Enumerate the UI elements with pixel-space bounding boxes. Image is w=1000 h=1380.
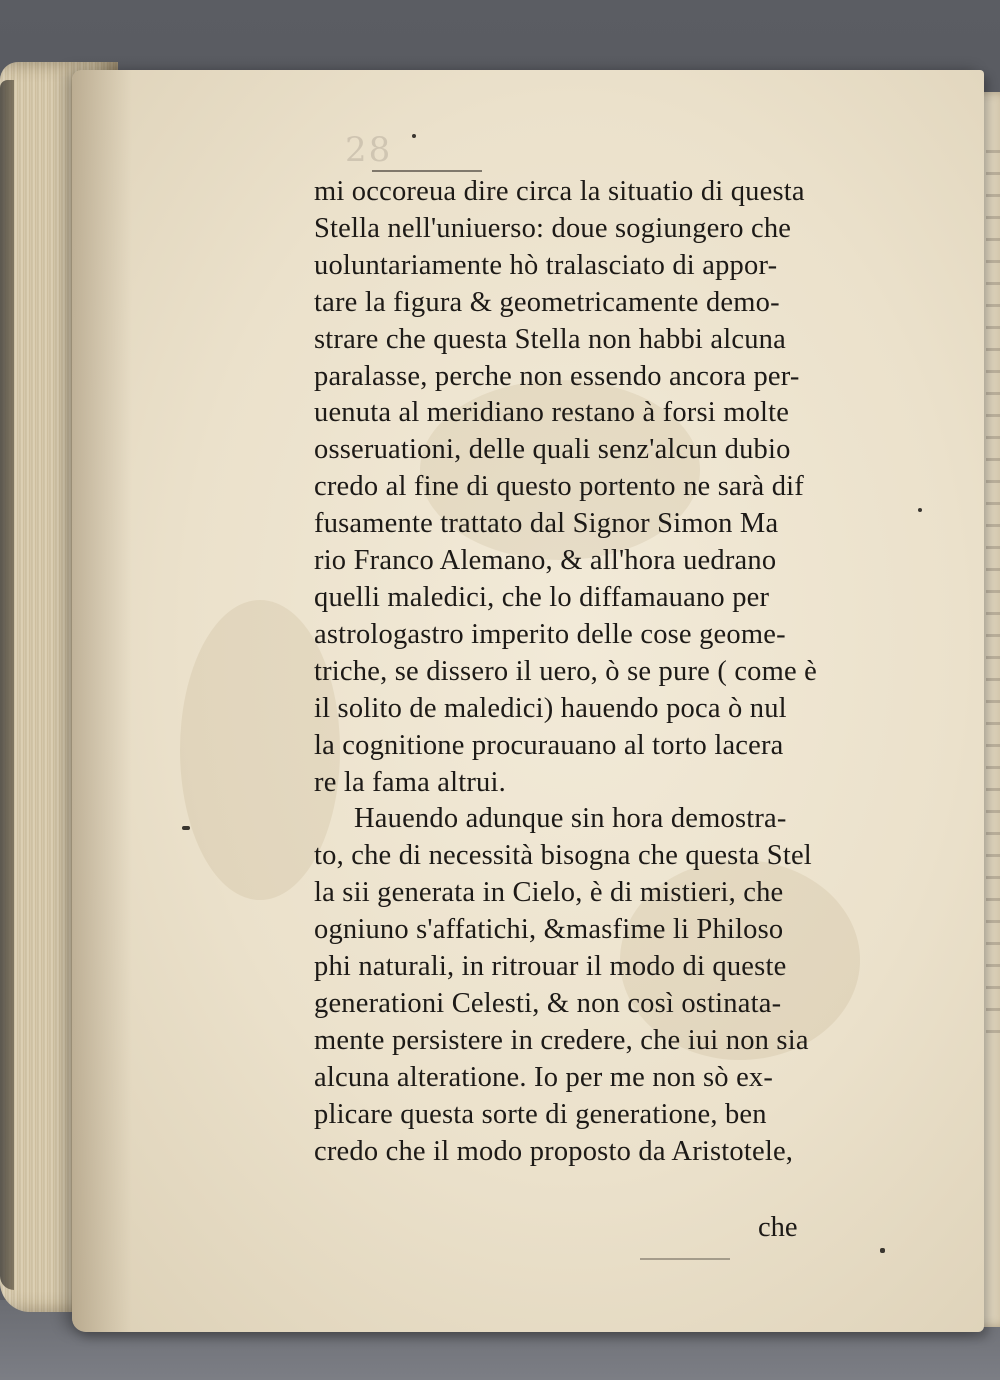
text-line: credo che il modo proposto da Aristotele, — [314, 1135, 794, 1167]
text-line: plicare questa sorte di generatione, ben — [314, 1098, 767, 1130]
text-line: strare che questa Stella non habbi alcuna — [314, 323, 786, 355]
text-line: Stella nell'uniuerso: doue sogiungero che — [314, 212, 792, 244]
text-line: mi occoreua dire circa la situatio di questa — [314, 176, 805, 207]
text-line: tare la figura & geometricamente demo- — [314, 286, 780, 318]
book-cover-edge — [0, 80, 14, 1290]
text-line: rio Franco Alemano, & all'hora uedrano — [314, 545, 777, 577]
page-text — [314, 174, 914, 1170]
text-line: triche, se dissero il uero, ò se pure ( come è — [314, 655, 818, 687]
ink-speck — [182, 826, 190, 830]
text-line: il solito de maledici) hauendo poca ò nul — [314, 692, 787, 724]
text-line: uenuta al meridiano restano à forsi molte — [314, 397, 790, 429]
text-line: quelli maledici, che lo diffamauano per — [314, 581, 770, 613]
text-line: re la fama altrui. — [314, 766, 506, 798]
text-line: alcuna alteratione. Io per me non sò ex- — [314, 1061, 774, 1093]
text-line: mente persistere in credere, che iui non sia — [314, 1024, 809, 1056]
catchword: che — [758, 1212, 798, 1243]
text-line: fusamente trattato dal Signor Simon Ma — [314, 508, 779, 540]
text-line: osseruationi, delle quali senz'alcun dubio — [314, 434, 791, 466]
ink-speck — [918, 508, 922, 512]
top-rule — [372, 170, 482, 172]
facing-page-text-bleed — [986, 150, 1000, 1050]
faint-page-number: 28 — [345, 130, 393, 170]
ink-speck — [880, 1248, 885, 1253]
text-line: la cognitione procurauano al torto lacera — [314, 729, 784, 761]
text-line: paralasse, perche non essendo ancora per- — [314, 360, 800, 392]
ink-speck — [412, 134, 416, 138]
text-line: ogniuno s'affatichi, &masfime li Philoso — [314, 914, 784, 946]
text-line: to, che di necessità bisogna che questa Stel — [314, 840, 812, 872]
page-gutter-shadow — [72, 70, 132, 1332]
text-line: generationi Celesti, & non così ostinata- — [314, 987, 782, 1019]
text-line: uoluntariamente hò tralasciato di appor- — [314, 249, 778, 281]
text-line: la sii generata in Cielo, è di mistieri, che — [314, 877, 784, 909]
text-line: phi naturali, in ritrouar il modo di queste — [314, 951, 787, 983]
bottom-rule — [640, 1258, 730, 1260]
text-line: astrologastro imperito delle cose geome- — [314, 618, 786, 650]
text-line: credo al fine di questo portento ne sarà dif — [314, 471, 804, 503]
paragraph-start-line: Hauendo adunque sin hora demostra- — [354, 803, 787, 835]
